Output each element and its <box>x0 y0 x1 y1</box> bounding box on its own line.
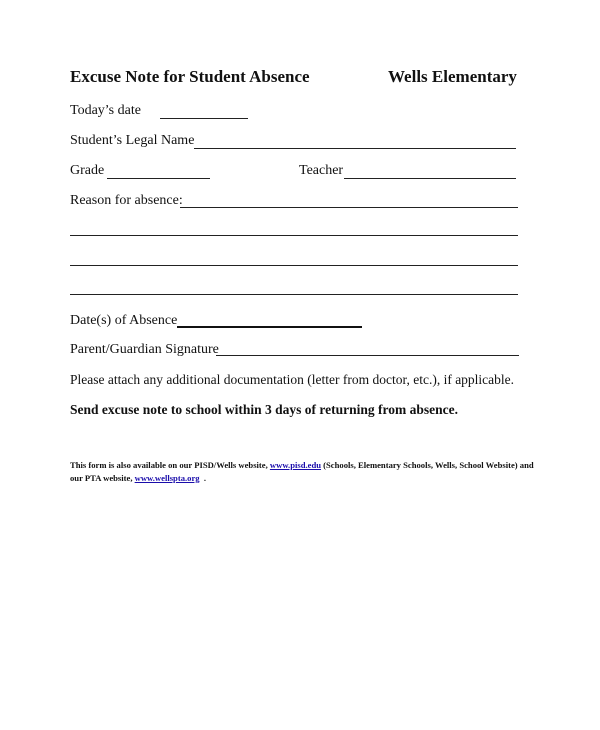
todays-date-label: Today’s date <box>70 103 141 118</box>
send-instructions: Send excuse note to school within 3 days of returning from absence. <box>70 402 459 417</box>
attach-instructions: Please attach any additional documentation (letter from doctor, etc.), if applicable. <box>70 372 515 387</box>
dates-absence-line[interactable] <box>177 326 362 328</box>
todays-date-line[interactable] <box>160 118 248 119</box>
form-title: Excuse Note for Student Absence <box>70 67 310 86</box>
footer-text-3: . <box>199 473 207 483</box>
wellspta-link[interactable]: www.wellspta.org <box>134 473 200 483</box>
signature-label: Parent/Guardian Signature <box>70 342 219 357</box>
legal-name-label: Student’s Legal Name <box>70 133 195 148</box>
footer-text-1: This form is also available on our PISD/Wells website, <box>70 460 270 470</box>
pisd-link[interactable]: www.pisd.edu <box>269 460 322 470</box>
grade-label: Grade <box>70 163 105 178</box>
legal-name-line[interactable] <box>194 148 516 149</box>
reason-line-2[interactable] <box>70 235 518 236</box>
footer-note <box>70 459 540 485</box>
footer-text-2: (Schools, Elementary Schools, Wells, School Website) and our PTA website, <box>70 460 534 483</box>
dates-absence-label: Date(s) of Absence <box>70 313 178 328</box>
school-name: Wells Elementary <box>388 67 517 86</box>
reason-line-1[interactable] <box>180 207 518 208</box>
teacher-line[interactable] <box>344 178 516 179</box>
reason-label: Reason for absence: <box>70 193 183 208</box>
teacher-label: Teacher <box>299 163 344 178</box>
reason-line-4[interactable] <box>70 294 518 295</box>
grade-line[interactable] <box>107 178 210 179</box>
signature-line[interactable] <box>216 355 519 356</box>
reason-line-3[interactable] <box>70 265 518 266</box>
